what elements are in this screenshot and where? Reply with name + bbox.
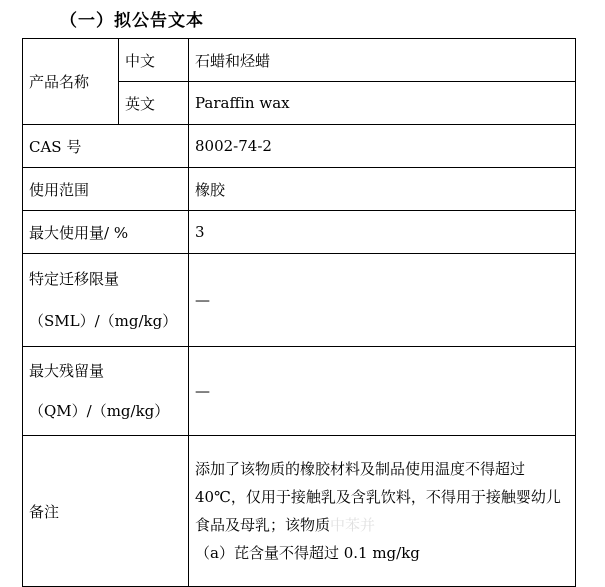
sml-label bbox=[23, 254, 189, 347]
remarks-value bbox=[189, 436, 576, 587]
english-label: 英文 bbox=[119, 82, 189, 125]
cas-value: 8002-74-2 bbox=[189, 125, 576, 168]
remarks-text-end: （a）芘含量不得超过 0.1 mg/kg bbox=[195, 544, 420, 562]
sml-value: — bbox=[189, 254, 576, 347]
sml-label-line2: （SML）/（mg/kg） bbox=[29, 312, 178, 330]
qm-value: — bbox=[189, 347, 576, 436]
product-name-label: 产品名称 bbox=[23, 39, 119, 125]
chinese-label: 中文 bbox=[119, 39, 189, 82]
section-heading: （一）拟公告文本 bbox=[60, 11, 204, 31]
remarks-text-faded: 中苯并 bbox=[330, 516, 376, 534]
scope-label: 使用范围 bbox=[23, 168, 189, 211]
max-use-value: 3 bbox=[189, 211, 576, 254]
max-use-label: 最大使用量/ % bbox=[23, 211, 189, 254]
sml-label-line1: 特定迁移限量 bbox=[29, 270, 120, 288]
announcement-table bbox=[22, 38, 576, 587]
remarks-text-main: 添加了该物质的橡胶材料及制品使用温度不得超过 40℃，仅用于接触乳及含乳饮料，不得用于接触婴幼儿食品及母乳；该物质 bbox=[195, 460, 561, 534]
scope-value: 橡胶 bbox=[189, 168, 576, 211]
chinese-value: 石蜡和烃蜡 bbox=[189, 39, 576, 82]
english-value: Paraffin wax bbox=[189, 82, 576, 125]
qm-label-line2: （QM）/（mg/kg） bbox=[29, 402, 170, 420]
qm-label-line1: 最大残留量 bbox=[29, 362, 105, 380]
remarks-label: 备注 bbox=[23, 436, 189, 587]
cas-label: CAS 号 bbox=[23, 125, 189, 168]
qm-label bbox=[23, 347, 189, 436]
